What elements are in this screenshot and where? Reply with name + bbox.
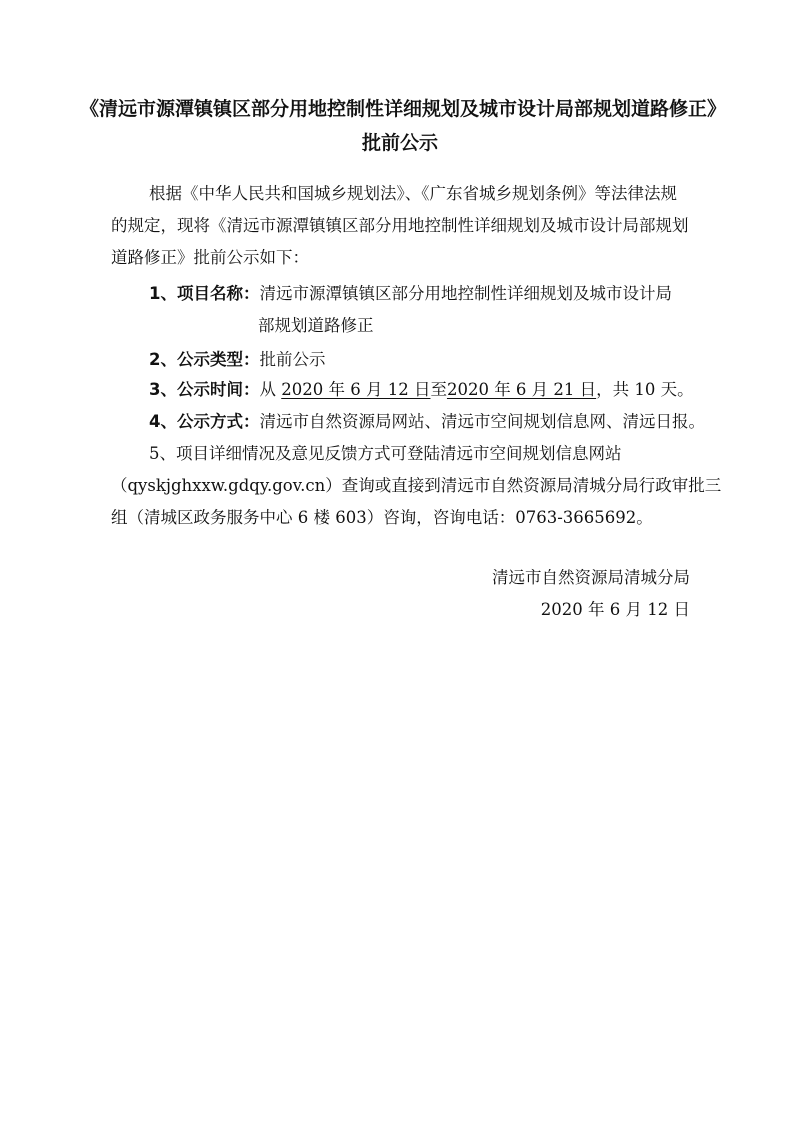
item-details-line-2: （qyskjghxxw.gdqy.gov.cn）查询或直接到清远市自然资源局清城分局行政审批三 [111, 476, 722, 495]
signature-date: 2020 年 6 月 12 日 [540, 600, 690, 619]
item-time-end: 2020 年 6 月 21 日 [446, 380, 597, 399]
item-notice-time [149, 374, 694, 406]
item-time-prefix: 从 [259, 380, 282, 399]
item-type-label: 2、公示类型： [149, 350, 260, 369]
signature-org: 清远市自然资源局清城分局 [492, 568, 690, 587]
document-subtitle: 批前公示 [361, 132, 438, 154]
item-project-value: 清远市源潭镇镇区部分用地控制性详细规划及城市设计局 [259, 284, 672, 303]
item-project-value-cont: 部规划道路修正 [258, 316, 374, 335]
document-title: 《清远市源潭镇镇区部分用地控制性详细规划及城市设计局部规划道路修正》 [80, 98, 727, 120]
item-notice-type [149, 344, 325, 376]
item-details-line-3: 组（清城区政务服务中心 6 楼 603）咨询，咨询电话：0763-3665692。 [111, 508, 653, 527]
item-details-line-1: 5、项目详细情况及意见反馈方式可登陆清远市空间规划信息网站 [149, 444, 622, 463]
item-project-name [149, 278, 672, 310]
item-notice-method [149, 406, 705, 438]
intro-line-2: 的规定，现将《清远市源潭镇镇区部分用地控制性详细规划及城市设计局部规划 [111, 216, 689, 235]
item-time-label: 3、公示时间： [149, 380, 260, 399]
item-project-label: 1、项目名称： [149, 284, 260, 303]
item-method-label: 4、公示方式： [149, 412, 260, 431]
intro-line-3: 道路修正》批前公示如下： [111, 248, 309, 267]
item-time-suffix: ，共 10 天。 [596, 380, 694, 399]
item-method-value: 清远市自然资源局网站、清远市空间规划信息网、清远日报。 [259, 412, 705, 431]
item-time-mid: 至 [430, 380, 447, 399]
intro-line-1: 根据《中华人民共和国城乡规划法》、《广东省城乡规划条例》等法律法规 [149, 184, 677, 203]
item-time-start: 2020 年 6 月 12 日 [281, 380, 431, 399]
item-type-value: 批前公示 [259, 350, 326, 369]
